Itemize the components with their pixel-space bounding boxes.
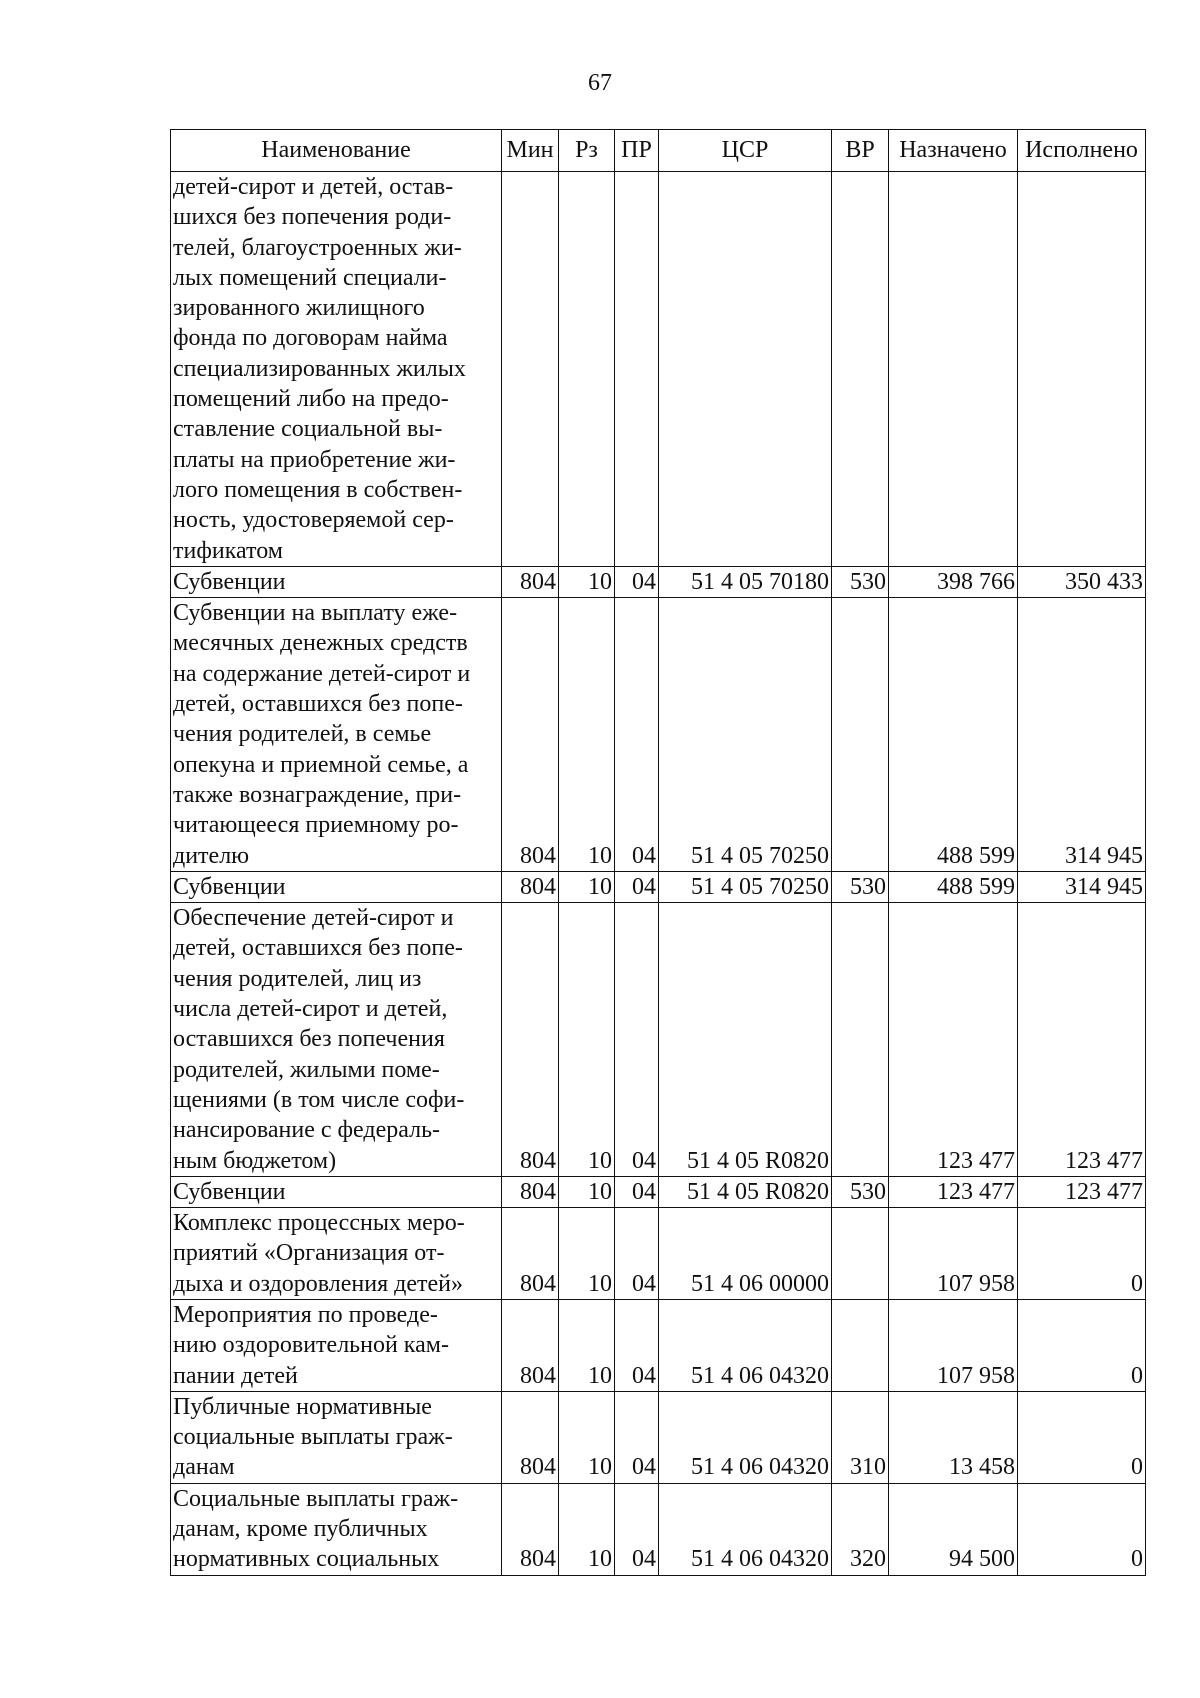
cell-name: Субвенции на выплату еже- месячных денежных средств на содержание детей-сирот и детей, оставшихся без попе- чения родителей, в семье опекуна и приемной семье, а также вознаграждение, при- читающееся приемному ро- дителю [171,598,502,872]
cell-pr: 04 [615,1483,659,1575]
cell-executed: 0 [1018,1208,1146,1300]
cell-assigned: 488 599 [889,871,1018,902]
cell-name: Комплекс процессных меро- приятий «Организация от- дыха и оздоровления детей» [171,1208,502,1300]
cell-executed: 314 945 [1018,871,1146,902]
cell-executed: 123 477 [1018,903,1146,1177]
cell-csr: 51 4 05 R0820 [659,1176,832,1207]
cell-vr [832,172,889,567]
cell-assigned [889,172,1018,567]
cell-executed: 350 433 [1018,566,1146,597]
cell-name: Обеспечение детей-сирот и детей, оставшихся без попе- чения родителей, лиц из числа детей-сирот и детей, оставшихся без попечения родителей, жилыми поме- щениями (в том числе софи- нансирование с федераль- ным бюджетом) [171,903,502,1177]
cell-csr [659,172,832,567]
cell-pr: 04 [615,1176,659,1207]
cell-csr: 51 4 06 04320 [659,1483,832,1575]
cell-name: Субвенции [171,871,502,902]
table-row [171,871,1146,902]
cell-pr: 04 [615,871,659,902]
cell-vr [832,903,889,1177]
cell-rz: 10 [559,1391,615,1483]
cell-pr: 04 [615,598,659,872]
cell-pr: 04 [615,903,659,1177]
cell-executed: 314 945 [1018,598,1146,872]
cell-name: Субвенции [171,1176,502,1207]
col-header-min: Мин [502,130,559,172]
cell-assigned: 398 766 [889,566,1018,597]
page-number: 67 [588,70,612,96]
cell-vr [832,1208,889,1300]
cell-min [502,172,559,567]
cell-min: 804 [502,1483,559,1575]
cell-csr: 51 4 06 04320 [659,1299,832,1391]
cell-vr: 310 [832,1391,889,1483]
cell-csr: 51 4 06 04320 [659,1391,832,1483]
cell-rz: 10 [559,903,615,1177]
cell-executed: 0 [1018,1483,1146,1575]
col-header-vr: ВР [832,130,889,172]
cell-pr: 04 [615,1391,659,1483]
col-header-pr: ПР [615,130,659,172]
table-row [171,1299,1146,1391]
cell-min: 804 [502,598,559,872]
col-header-rz: Рз [559,130,615,172]
table-row [171,598,1146,872]
cell-min: 804 [502,1176,559,1207]
cell-executed: 0 [1018,1391,1146,1483]
table-row [171,566,1146,597]
cell-pr: 04 [615,1299,659,1391]
cell-executed: 0 [1018,1299,1146,1391]
cell-executed: 123 477 [1018,1176,1146,1207]
cell-pr: 04 [615,566,659,597]
cell-pr: 04 [615,1208,659,1300]
cell-csr: 51 4 05 R0820 [659,903,832,1177]
cell-name: детей-сирот и детей, остав- шихся без попечения роди- телей, благоустроенных жи- лых помещений специали- зированного жилищного фонда по договорам найма специализированных жилых помещений либо на предо- ставление социальной вы- платы на приобретение жи- лого помещения в собствен- ность, удостоверяемой сер- тификатом [171,172,502,567]
table-row [171,172,1146,567]
cell-csr: 51 4 05 70180 [659,566,832,597]
cell-vr: 530 [832,1176,889,1207]
col-header-executed: Исполнено [1018,130,1146,172]
cell-name: Субвенции [171,566,502,597]
table-row [171,1176,1146,1207]
cell-vr: 530 [832,871,889,902]
cell-min: 804 [502,903,559,1177]
cell-rz: 10 [559,1208,615,1300]
cell-csr: 51 4 05 70250 [659,598,832,872]
cell-vr [832,598,889,872]
cell-vr: 320 [832,1483,889,1575]
cell-rz [559,172,615,567]
cell-rz: 10 [559,1299,615,1391]
cell-rz: 10 [559,871,615,902]
cell-rz: 10 [559,598,615,872]
cell-assigned: 123 477 [889,1176,1018,1207]
cell-assigned: 123 477 [889,903,1018,1177]
cell-rz: 10 [559,1176,615,1207]
cell-min: 804 [502,1299,559,1391]
cell-csr: 51 4 05 70250 [659,871,832,902]
cell-csr: 51 4 06 00000 [659,1208,832,1300]
cell-vr: 530 [832,566,889,597]
cell-name: Публичные нормативные социальные выплаты граж- данам [171,1391,502,1483]
table-row [171,1483,1146,1575]
table-row [171,1391,1146,1483]
cell-vr [832,1299,889,1391]
cell-assigned: 94 500 [889,1483,1018,1575]
cell-min: 804 [502,566,559,597]
cell-assigned: 13 458 [889,1391,1018,1483]
cell-rz: 10 [559,1483,615,1575]
col-header-assigned: Назначено [889,130,1018,172]
cell-min: 804 [502,1391,559,1483]
cell-assigned: 107 958 [889,1208,1018,1300]
header-row [171,130,1146,172]
cell-rz: 10 [559,566,615,597]
cell-assigned: 488 599 [889,598,1018,872]
cell-min: 804 [502,871,559,902]
budget-table [170,129,1146,1576]
table-row [171,903,1146,1177]
cell-assigned: 107 958 [889,1299,1018,1391]
cell-name: Мероприятия по проведе- нию оздоровительной кам- пании детей [171,1299,502,1391]
cell-pr [615,172,659,567]
table-row [171,1208,1146,1300]
col-header-csr: ЦСР [659,130,832,172]
cell-name: Социальные выплаты граж- данам, кроме публичных нормативных социальных [171,1483,502,1575]
cell-min: 804 [502,1208,559,1300]
cell-executed [1018,172,1146,567]
col-header-name: Наименование [171,130,502,172]
